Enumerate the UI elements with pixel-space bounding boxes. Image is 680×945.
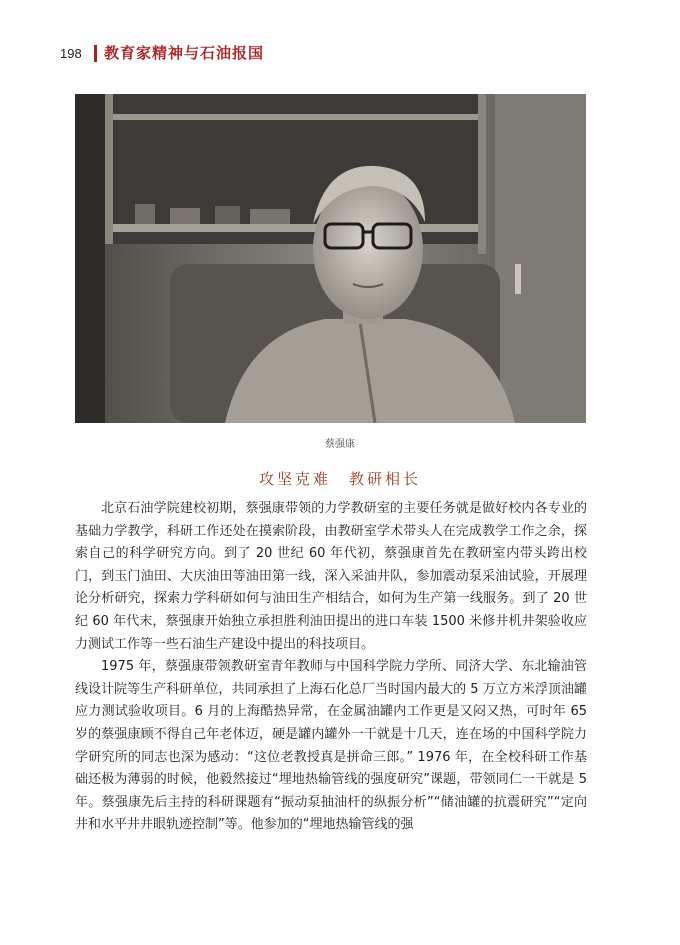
portrait-illustration — [75, 94, 586, 423]
page-header — [60, 40, 640, 68]
section-heading: 攻坚克难 教研相长 — [258, 470, 421, 488]
page-number: 198 — [60, 46, 82, 61]
paragraph: 北京石油学院建校初期，蔡强康带领的力学教研室的主要任务就是做好校内各专业的基础力学教学，科研工作还处在摸索阶段，由教研室学术带头人在完成教学工作之余，探索自己的科学研究方向。到了 20 世纪 60 年代初，蔡强康首先在教研室内带头跨出校门，到玉门油田、大庆油田等油田第一线，深入采油井队，参加震动泵采油试验，开展理论分析研究，探索力学科研如何与油田生产相结合，如何为生产第一线服务。到了 20 世纪 60 年代末，蔡强康开始独立承担胜利油田提出的进口车装 1500 米修井机井架验收应力测试工作等一些石油生产建设中提出的科技项目。 — [75, 501, 587, 652]
photo-caption: 蔡强康 — [325, 439, 355, 450]
paragraph: 1975 年，蔡强康带领教研室青年教师与中国科学院力学所、同济大学、东北输油管线设计院等生产科研单位，共同承担了上海石化总厂当时国内最大的 5 万立方米浮顶油罐应力测试验收项目。6 月的上海酷热异常，在金属油罐内工作更是又闷又热，可时年 65 岁的蔡强康顾不得自己年老体迈，硬是罐内罐外一干就是十几天，连在场的中国科学院力学研究所的同志也深为感动：“这位老教授真是拼命三郎。” 1976 年，在全校科研工作基础还极为薄弱的时候，他毅然接过“埋地热输管线的强度研究”课题，带领同仁一干就是 5 年。蔡强康先后主持的科研课题有“振动泵抽油杆的纵振分析”“储油罐的抗震研究”“定向井和水平井井眼轨迹控制”等。他参加的“埋地热输管线的强 — [75, 659, 587, 833]
header-divider — [94, 45, 97, 62]
portrait-photo — [75, 94, 586, 423]
book-title: 教育家精神与石油报国 — [104, 44, 265, 62]
article-body — [75, 498, 587, 837]
